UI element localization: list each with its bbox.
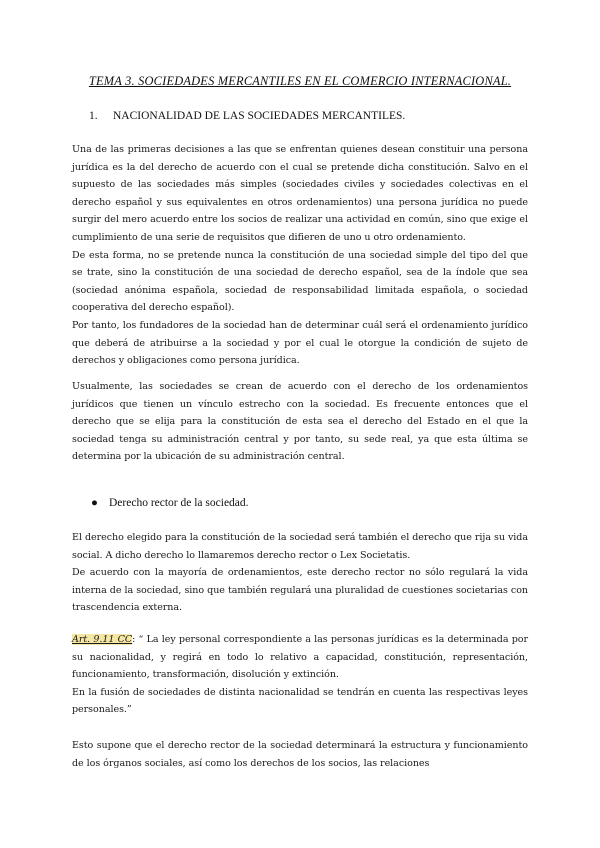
section-heading-text: NACIONALIDAD DE LAS SOCIEDADES MERCANTILES. — [113, 110, 406, 122]
paragraph: Una de las primeras decisiones a las que se enfrentan quienes desean constituir una persona jurídica es la del derecho de acuerdo con el cual se pretende dicha constitución. Salvo en el supuesto de las sociedades más simples (sociedades civiles y sociedades colectivas en el derecho español y sus equivalentes en otros ordenamientos) una persona jurídica no puede surgir del mero acuerdo entre los socios de realizar una actividad en común, sino que exige el cumplimiento de una serie de requisitos que difieren de uno u otro ordenamiento. — [72, 144, 528, 243]
quote-text: : “ La ley personal correspondiente a las personas jurídicas es la determinada por su nacionalidad, y regirá en todo lo relativo a capacidad, constitución, representación, funcionamiento, transformación, disolución y extinción. — [72, 634, 528, 681]
paragraph-block-2 — [72, 378, 528, 466]
paragraph: El derecho elegido para la constitución de la sociedad será también el derecho que rija su vida social. A dicho derecho lo llamaremos derecho rector o Lex Societatis. — [72, 532, 528, 561]
bullet-heading-text: Derecho rector de la sociedad. — [109, 497, 249, 509]
paragraph-block-3 — [72, 529, 528, 617]
paragraph-block-1 — [72, 141, 528, 370]
article-quote-block — [72, 631, 528, 719]
paragraph: De esta forma, no se pretende nunca la constitución de una sociedad simple del tipo del que se trate, sino la constitución de una sociedad de derecho español, sea de la índole que sea (sociedad anónima española, sociedad de responsabilidad limitada española, o sociedad cooperativa del derecho español). — [72, 249, 528, 314]
quote-paragraph-2: En la fusión de sociedades de distinta nacionalidad se tendrán en cuenta las respectivas leyes personales.” — [72, 686, 528, 716]
paragraph: Por tanto, los fundadores de la sociedad han de determinar cuál será el ordenamiento jurídico que deberá de atribuirse a la sociedad y por el cual le otorgue la condición de sujeto de derechos y obligaciones como persona jurídica. — [72, 319, 528, 367]
paragraph: Usualmente, las sociedades se crean de acuerdo con el derecho de los ordenamientos jurídicos que tienen un vínculo estrecho con la sociedad. Es frecuente entonces que el derecho que se elija para la constitución de esta sea el derecho del Estado en el que la sociedad tenga su administración central y por tanto, su sede real, ya que esta última se determina por la ubicación de su administración central. — [72, 381, 528, 463]
bullet-heading — [91, 497, 249, 509]
quote-paragraph — [72, 631, 528, 684]
bullet-icon: ● — [91, 497, 98, 509]
paragraph-block-5 — [72, 737, 528, 772]
section-heading — [89, 110, 405, 122]
document-title: TEMA 3. SOCIEDADES MERCANTILES EN EL COMERCIO INTERNACIONAL. — [88, 74, 512, 88]
section-number: 1. — [89, 110, 98, 122]
article-reference: Art. 9.11 CC — [72, 634, 133, 645]
paragraph: Esto supone que el derecho rector de la sociedad determinará la estructura y funcionamiento de los órganos sociales, así como los derechos de los socios, las relaciones — [72, 740, 528, 769]
paragraph: De acuerdo con la mayoría de ordenamientos, este derecho rector no sólo regulará la vida interna de la sociedad, sino que también regulará una pluralidad de cuestiones societarias con trascendencia externa. — [72, 567, 528, 614]
